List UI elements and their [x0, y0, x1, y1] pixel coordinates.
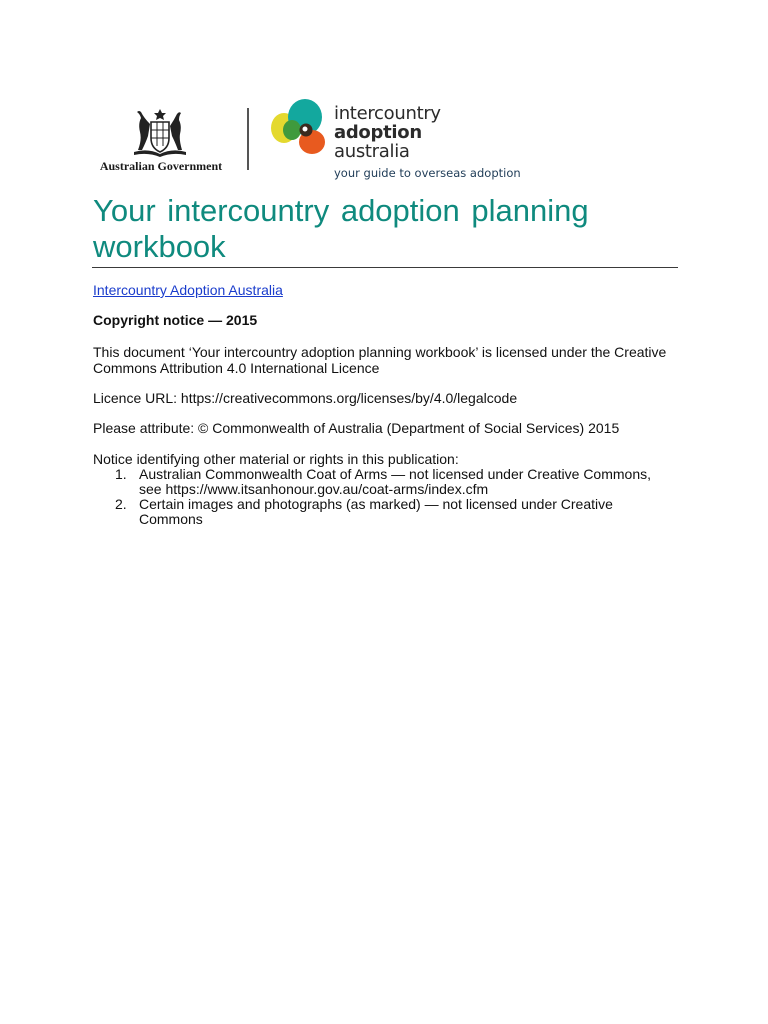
- attribution-paragraph: Please attribute: © Commonwealth of Australia (Department of Social Services) 2015: [93, 420, 620, 436]
- copyright-heading: Copyright notice — 2015: [93, 312, 258, 328]
- australian-government-logo: [96, 108, 226, 174]
- list-item-number: 2.: [115, 496, 127, 512]
- ica-logo-mark-icon: [270, 98, 328, 158]
- ica-logo: [270, 98, 520, 184]
- notice-list: [93, 467, 673, 527]
- list-item-number: 1.: [115, 466, 127, 482]
- ica-logo-word-2: adoption: [334, 122, 422, 143]
- list-item-text: Certain images and photographs (as marked) — not licensed under Creative Commons: [139, 496, 613, 527]
- ica-logo-word-1: intercountry: [334, 103, 441, 124]
- notice-intro-paragraph: Notice identifying other material or rights in this publication:: [93, 451, 459, 467]
- ica-logo-wordmark: [334, 104, 441, 161]
- license-paragraph: This document ‘Your intercountry adoption planning workbook’ is licensed under the Creative Commons Attribution 4.0 International Licence: [93, 344, 667, 376]
- ica-logo-tagline: your guide to overseas adoption: [334, 166, 521, 180]
- list-item-text: Australian Commonwealth Coat of Arms — not licensed under Creative Commons, see https://www.itsanhonour.gov.au/coat-arms/index.cfm: [139, 466, 651, 497]
- gov-logo-text: Australian Government: [99, 159, 223, 173]
- licence-url-paragraph: Licence URL: https://creativecommons.org/licenses/by/4.0/legalcode: [93, 390, 518, 406]
- ica-logo-word-3: australia: [334, 141, 410, 162]
- list-item: [93, 467, 673, 497]
- document-title: Your intercountry adoption planning workbook: [93, 193, 589, 264]
- list-item: [93, 497, 673, 527]
- ica-website-link[interactable]: Intercountry Adoption Australia: [93, 282, 283, 298]
- coat-of-arms-icon: [124, 108, 196, 158]
- logo-divider: [247, 108, 249, 170]
- title-divider: [92, 267, 678, 268]
